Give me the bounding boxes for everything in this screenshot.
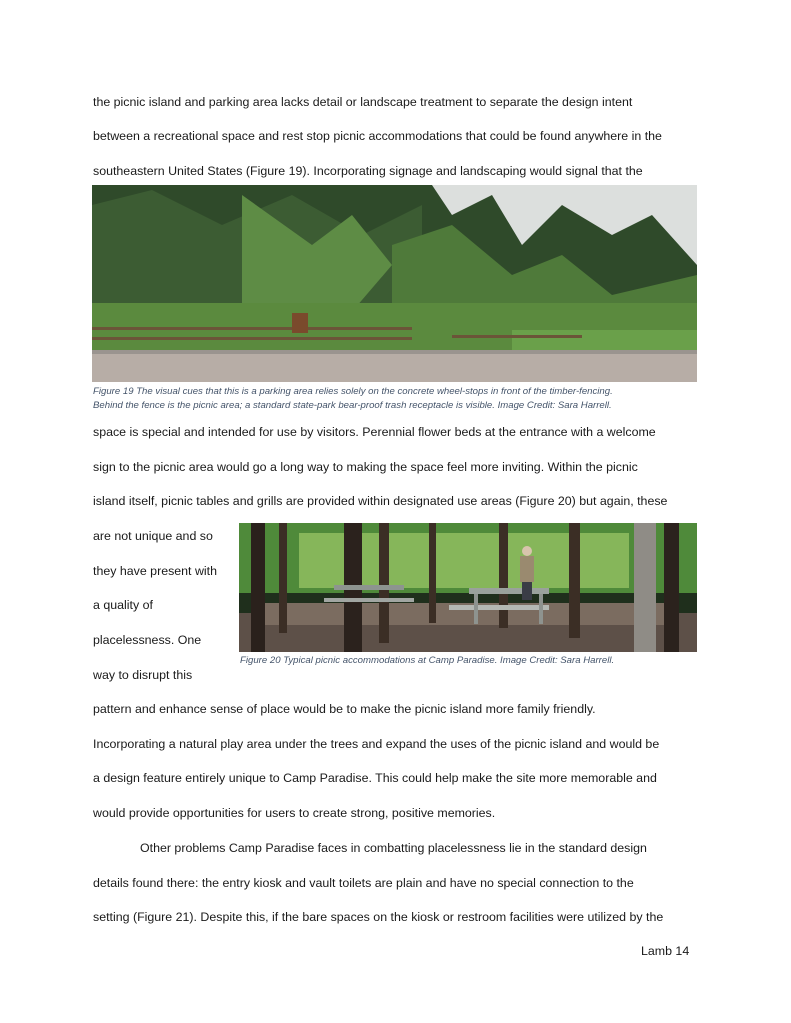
body-text-line: Other problems Camp Paradise faces in combatting placelessness lie in the standard design xyxy=(140,841,647,855)
figure-19-photo xyxy=(92,185,697,382)
body-text-line: a design feature entirely unique to Camp Paradise. This could help make the site more memorable and xyxy=(93,771,657,785)
body-text-line: way to disrupt this xyxy=(93,668,193,682)
body-text-line: details found there: the entry kiosk and vault toilets are plain and have no special connection to the xyxy=(93,876,634,890)
body-text-line: they have present with xyxy=(93,564,217,578)
body-text-line: space is special and intended for use by visitors. Perennial flower beds at the entrance with a welcome xyxy=(93,425,656,439)
figure-20-caption: Figure 20 Typical picnic accommodations at Camp Paradise. Image Credit: Sara Harrell. xyxy=(240,655,615,666)
body-text-line: a quality of xyxy=(93,598,153,612)
body-text-line: would provide opportunities for users to create strong, positive memories. xyxy=(93,806,496,820)
body-text-line: between a recreational space and rest stop picnic accommodations that could be found anywhere in the xyxy=(93,129,662,143)
body-text-line: Incorporating a natural play area under the trees and expand the uses of the picnic island and would be xyxy=(93,737,660,751)
body-text-line: island itself, picnic tables and grills are provided within designated use areas (Figure 20) but again, these xyxy=(93,494,668,508)
figure-19-caption: Behind the fence is the picnic area; a standard state-park bear-proof trash receptacle is visible. Image Credit: Sara Harrell. xyxy=(93,400,612,411)
body-text-line: are not unique and so xyxy=(93,529,213,543)
figure-19-caption: Figure 19 The visual cues that this is a parking area relies solely on the concrete wheel-stops in front of the timber-fencing. xyxy=(93,386,613,397)
body-text-line: placelessness. One xyxy=(93,633,202,647)
body-text-line: setting (Figure 21). Despite this, if the bare spaces on the kiosk or restroom facilities were utilized by the xyxy=(93,910,664,924)
figure-20-photo xyxy=(239,523,697,652)
body-text-line: southeastern United States (Figure 19). Incorporating signage and landscaping would signal that the xyxy=(93,164,643,178)
body-text-line: pattern and enhance sense of place would be to make the picnic island more family friendly. xyxy=(93,702,596,716)
body-text-line: the picnic island and parking area lacks detail or landscape treatment to separate the design intent xyxy=(93,95,633,109)
body-text-line: sign to the picnic area would go a long way to making the space feel more inviting. Within the picnic xyxy=(93,460,638,474)
page-number: Lamb 14 xyxy=(641,944,690,958)
